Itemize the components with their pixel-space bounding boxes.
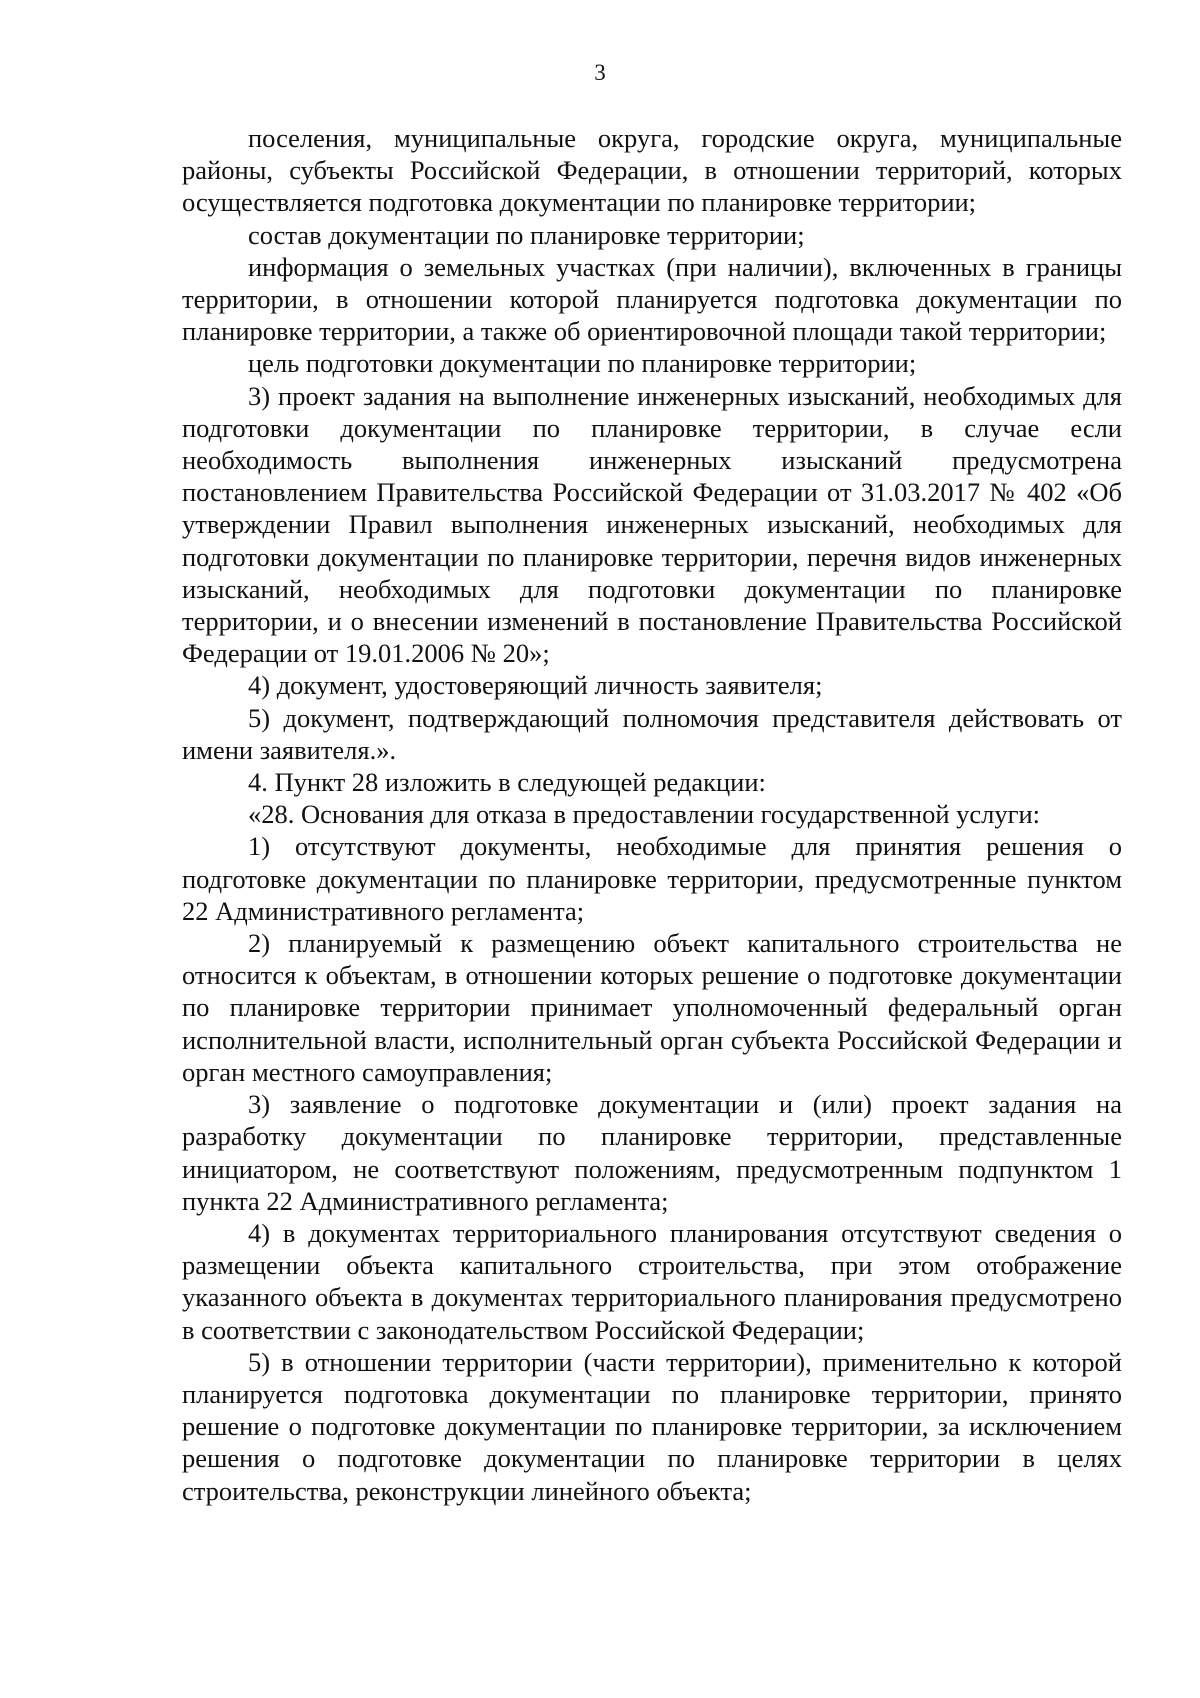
paragraph-refusal-5: 5) в отношении территории (части территории), применительно к которой планируется подготовка документации по планировке территории, принято решение о подготовке документации по планировке территории, за исключением решения о подготовке документации по планировке территории в целях строительства, реконструкции линейного объекта; (182, 1346, 1122, 1506)
paragraph-land-plots: информация о земельных участках (при наличии), включенных в границы территории, в отношении которой планируется подготовка документации по планировке территории, а также об ориентировочной площади такой территории; (182, 251, 1122, 347)
page-number: 3 (594, 60, 606, 85)
paragraph-point-4: 4. Пункт 28 изложить в следующей редакции: (248, 767, 766, 798)
document-body (182, 122, 1122, 1507)
paragraph-purpose: цель подготовки документации по планировке территории; (248, 348, 917, 379)
paragraph-refusal-2: 2) планируемый к размещению объект капитального строительства не относится к объектам, в отношении которых решение о подготовке документации по планировке территории принимает уполномоченный федеральный орган исполнительной власти, исполнительный орган субъекта Российской Федерации и орган местного самоуправления; (182, 928, 1122, 1087)
paragraph-refusal-3: 3) заявление о подготовке документации и (или) проект задания на разработку документации по планировке территории, представленные инициатором, не соответствуют положениям, предусмотренным подпунктом 1 пункта 22 Административного регламента; (182, 1089, 1122, 1216)
paragraph-item-4: 4) документ, удостоверяющий личность заявителя; (248, 670, 823, 701)
paragraph-composition: состав документации по планировке территории; (248, 219, 805, 250)
paragraph-continuation: поселения, муниципальные округа, городские округа, муниципальные районы, субъекты Российской Федерации, в отношении территорий, которых осуществляется подготовка документации по планировке территории; (182, 123, 1122, 218)
paragraph-item-3: 3) проект задания на выполнение инженерных изысканий, необходимых для подготовки документации по планировке территории, в случае если необходимость выполнения инженерных изысканий предусмотрена постановлением Правительства Российской Федерации от 31.03.2017 № 402 «Об утверждении Правил выполнения инженерных изысканий, необходимых для подготовки документации по планировке территории, перечня видов инженерных изысканий, необходимых для подготовки документации по планировке территории, и о внесении изменений в постановление Правительства Российской Федерации от 19.01.2006 № 20»; (182, 380, 1122, 669)
paragraph-refusal-4: 4) в документах территориального планирования отсутствуют сведения о размещении объекта капитального строительства, при этом отображение указанного объекта в документах территориального планирования предусмотрено в соответствии с законодательством Российской Федерации; (182, 1217, 1122, 1345)
paragraph-point-28: «28. Основания для отказа в предоставлении государственной услуги: (248, 799, 1041, 830)
paragraph-item-5: 5) документ, подтверждающий полномочия представителя действовать от имени заявителя.». (182, 702, 1122, 765)
paragraph-refusal-1: 1) отсутствуют документы, необходимые для принятия решения о подготовке документации по планировке территории, предусмотренные пунктом 22 Административного регламента; (182, 831, 1122, 926)
